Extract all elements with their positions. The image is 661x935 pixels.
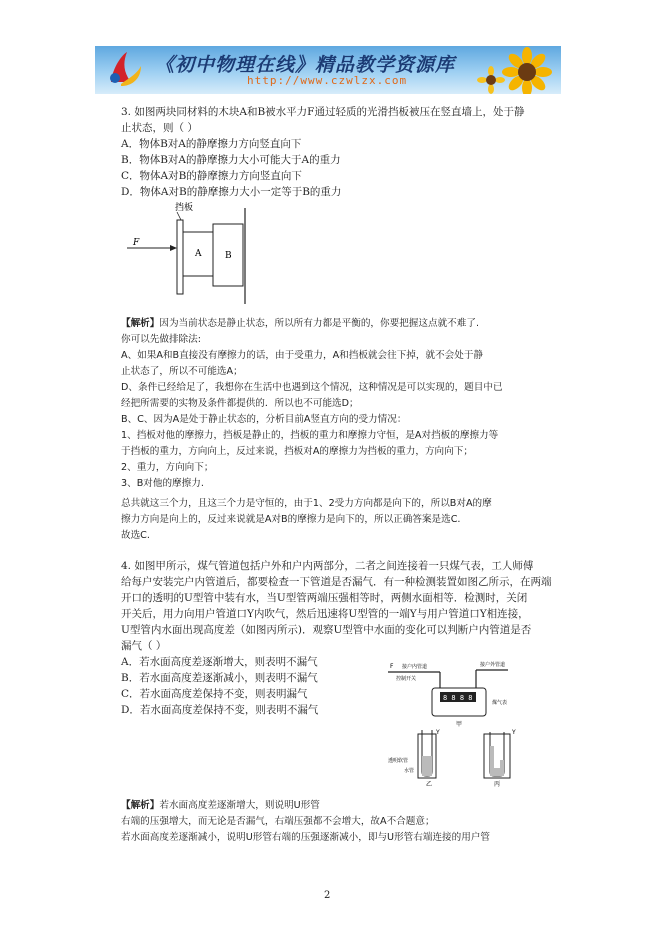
a3-line6: 经把所需要的实物及条件都提供的．所以也不可能选D； <box>121 398 359 409</box>
q3-fig-force-label: F <box>133 238 140 248</box>
q3-option-c: C．物体A对B的静摩擦力方向竖直向下 <box>121 170 302 182</box>
q4-fig-f-label: F <box>390 663 394 670</box>
a3-line9: 于挡板的重力，方向向上，反过来说，挡板对A的摩擦力为挡板的重力，方向向下； <box>121 446 473 457</box>
q3-fig-force-arrow <box>170 245 177 251</box>
q3-stem-line1: 3. 如图两块同材料的木块A和B被水平力F通过轻质的光滑挡板被压在竖直墙上，处于静 <box>121 106 525 118</box>
q4-fig-switch-label: 控制开关 <box>396 676 417 682</box>
header-banner <box>95 46 561 94</box>
q4-stem-line6: 漏气（ ） <box>121 640 167 652</box>
a3-line8: 1、挡板对他的摩擦力，挡板是静止的，挡板的重力和摩擦力守恒，是A对挡板的摩擦力等 <box>121 430 499 441</box>
a3-line5: D、条件已经给足了，我想你在生活中也遇到这个情况，这种情况是可以实现的，题目中已 <box>121 382 503 393</box>
q4-fig-utube-label: 透明软管 <box>388 758 409 764</box>
q3-fig-board-label: 挡板 <box>175 203 194 213</box>
sunflower-icon <box>475 46 555 94</box>
a3-line12: 总共就这三个力，且这三个力是守恒的，由于1、2受力方向都是向下的，所以B对A的摩 <box>121 498 492 509</box>
q3-fig-label-a: A <box>195 249 202 259</box>
q3-figure <box>125 200 265 310</box>
q4-option-a: A．若水面高度差逐渐增大，则表明不漏气 <box>121 656 318 668</box>
q3-option-a: A．物体B对A的静摩擦力方向竖直向下 <box>121 138 302 150</box>
q4-stem-line5: U型管内水面出现高度差（如图丙所示)．观察U型管中水面的变化可以判断户内管道是否 <box>121 624 532 636</box>
q4-stem-line4: 开关后，用力向用户管道口Y内吹气，然后迅速将U型管的一端Y与用户管道口Y相连接， <box>121 608 529 620</box>
q3-fig-board <box>177 220 183 294</box>
q4-stem-line3: 开口的透明的U型管中装有水，当U型管两端压强相等时，两侧水面相等．检测时，关闭 <box>121 592 528 604</box>
q4-fig-y-label-2: Y <box>512 729 516 736</box>
a3-line10: 2、重力，方向向下； <box>121 462 214 473</box>
banner-title: 《初中物理在线》精品教学资源库 <box>155 54 456 76</box>
q4-fig-y-label-1: Y <box>436 729 440 736</box>
q4-fig-caption-jia: 甲 <box>456 721 463 728</box>
a4-line1-text: 若水面高度差逐渐增大，则说明U形管 <box>159 800 320 811</box>
a4-line1 <box>121 798 320 814</box>
q4-stem-line1: 4. 如图甲所示，煤气管道包括户外和户内两部分，二者之间连接着一只煤气表，工人师傅 <box>121 560 534 572</box>
q4-fig-caption-bing: 丙 <box>494 781 501 788</box>
q3-fig-label-b: B <box>225 251 232 261</box>
q3-stem-line2: 止状态，则（ ） <box>121 122 198 134</box>
a3-line4: 止状态了，所以不可能选A； <box>121 366 243 377</box>
a3-line11: 3、B对他的摩擦力. <box>121 478 204 489</box>
banner-url[interactable]: http://www.czwlzx.com <box>247 74 408 87</box>
q4-fig-caption-yi: 乙 <box>426 781 433 788</box>
a3-line1-text: 因为当前状态是静止状态，所以所有力都是平衡的，你要把握这点就不难了. <box>159 318 480 329</box>
a3-line1 <box>121 316 479 332</box>
q4-stem-line2: 给每户安装完户内管道后，都要检查一下管道是否漏气．有一种检测装置如图乙所示，在两端 <box>121 576 552 588</box>
a3-tag: 【解析】 <box>121 318 160 329</box>
q4-option-b: B．若水面高度差逐渐减小，则表明不漏气 <box>121 672 318 684</box>
a3-line2: 你可以先做排除法: <box>121 334 201 345</box>
q3-option-d: D．物体A对B的静摩擦力大小一定等于B的重力 <box>121 186 342 198</box>
a3-line13: 擦力方向是向上的，反过来说就是A对B的摩擦力是向下的，所以正确答案是选C. <box>121 514 461 525</box>
q4-fig-meter-digits: 8 8 8 8 <box>443 694 473 702</box>
q4-fig-indoor-label: 接户内管道 <box>402 664 428 670</box>
q4-fig-outdoor-label: 接户外管道 <box>480 662 506 668</box>
logo-icon <box>101 48 145 92</box>
a4-line2: 右端的压强增大，而无论是否漏气，右端压强都不会增大，故A不合题意； <box>121 816 435 827</box>
q4-fig-water-label: 水管 <box>404 768 415 774</box>
q4-option-c: C．若水面高度差保持不变，则表明漏气 <box>121 688 308 700</box>
a4-line3: 若水面高度差逐渐减小，说明U形管右端的压强逐渐减小，即与U形管右端连接的用户管 <box>121 832 491 843</box>
q4-figure <box>388 660 548 790</box>
q4-option-d: D．若水面高度差保持不变，则表明不漏气 <box>121 704 319 716</box>
q4-fig-meter-label: 煤气表 <box>492 700 508 706</box>
a4-tag: 【解析】 <box>121 800 160 811</box>
a3-line14: 故选C. <box>121 530 150 541</box>
q3-option-b: B．物体B对A的静摩擦力大小可能大于A的重力 <box>121 154 341 166</box>
a3-line3: A、如果A和B直接没有摩擦力的话，由于受重力，A和挡板就会往下掉，就不会处于静 <box>121 350 484 361</box>
page-number: 2 <box>324 890 331 901</box>
a3-line7: B、C、因为A是处于静止状态的，分析目前A竖直方向的受力情况： <box>121 414 407 425</box>
